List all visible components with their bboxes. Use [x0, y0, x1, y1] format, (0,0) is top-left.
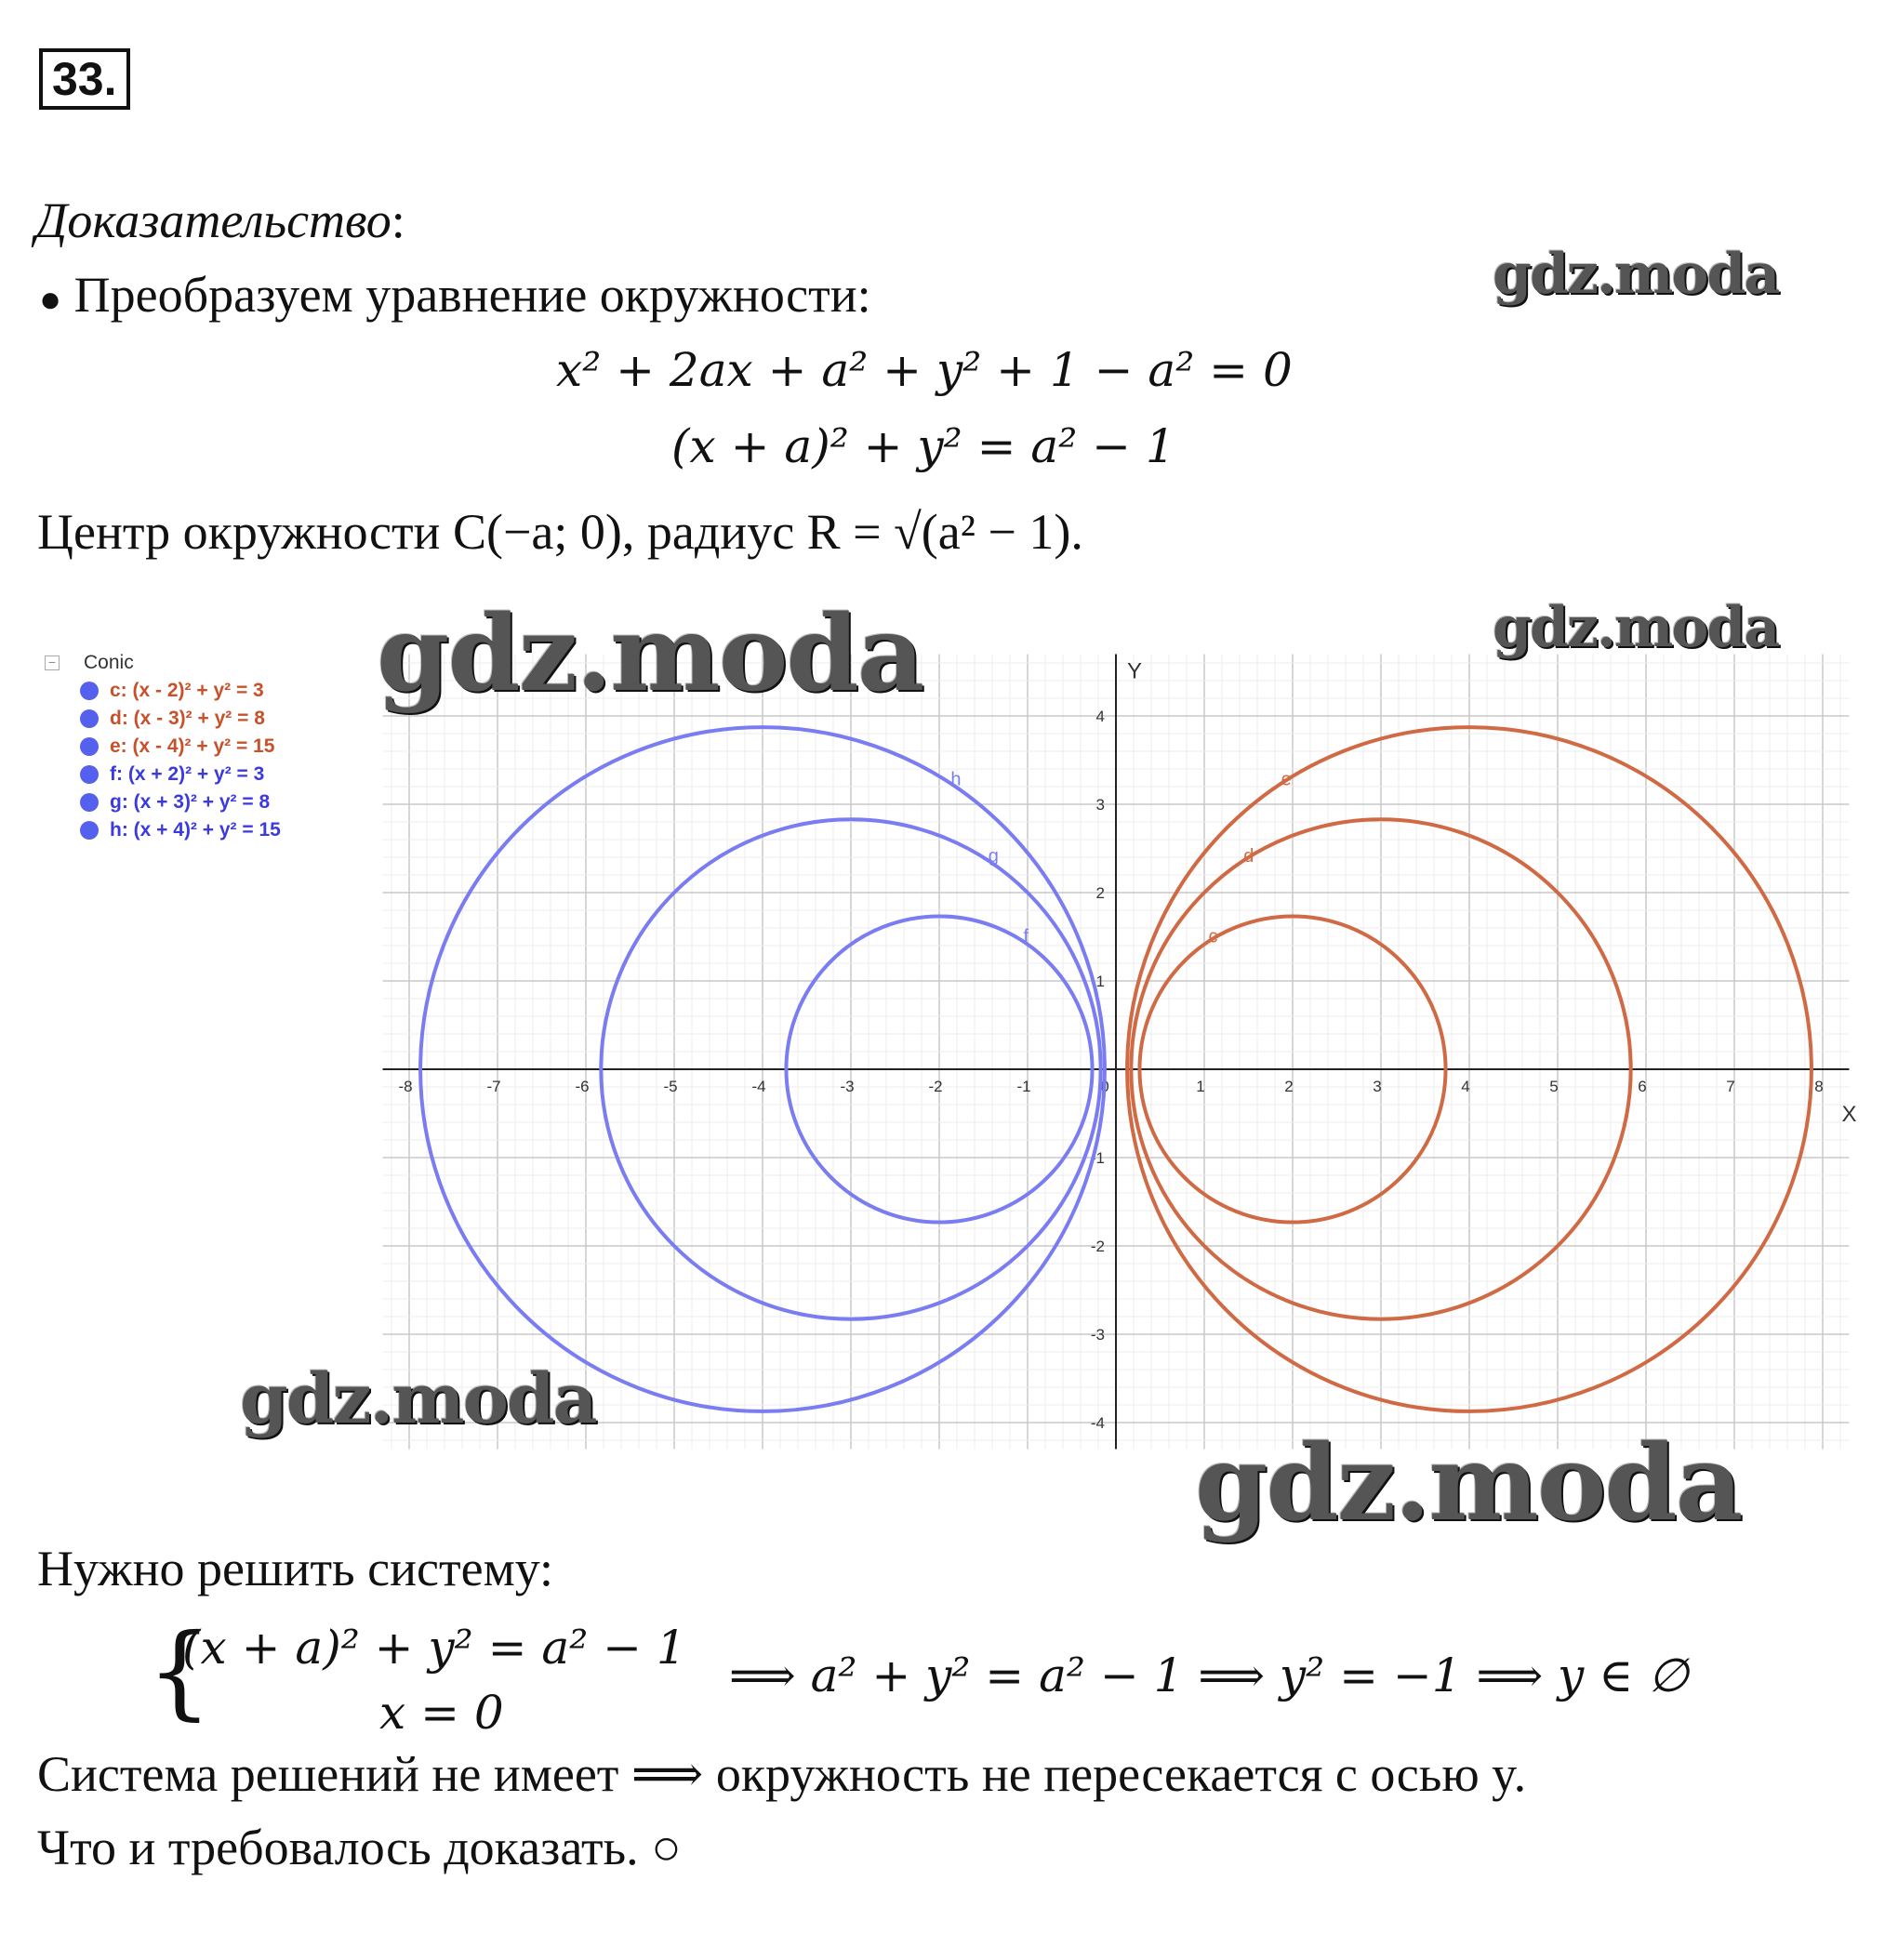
conic-legend [45, 649, 281, 844]
x-tick-label: 3 [1373, 1078, 1382, 1095]
legend-item-d[interactable] [80, 705, 281, 733]
legend-label: f: (x + 2)² + y² = 3 [110, 763, 265, 785]
legend-item-f[interactable] [80, 761, 281, 788]
step1-line [39, 265, 871, 329]
x-tick-label: -2 [928, 1078, 943, 1095]
y-tick-label: -3 [1090, 1326, 1105, 1344]
system-intro: Нужно решить систему: [37, 1541, 554, 1596]
conic-label-c: c [1208, 926, 1218, 947]
legend-item-h[interactable] [80, 816, 281, 844]
problem-number: 33. [39, 48, 130, 110]
watermark: gdz.moda [240, 1359, 596, 1439]
watermark: gdz.moda [1493, 242, 1779, 307]
y-axis-label: Y [1127, 658, 1143, 684]
conic-label-e: e [1281, 769, 1292, 790]
conclusion-text: Система решений не имеет ⟹ окружность не пересекается с осью y. [37, 1746, 1527, 1802]
visibility-dot-icon[interactable] [80, 765, 99, 784]
x-tick-label: -8 [398, 1078, 413, 1095]
equation-1: x² + 2ax + a² + y² + 1 − a² = 0 [556, 343, 1293, 397]
conic-label-d: d [1243, 845, 1254, 867]
legend-label: h: (x + 4)² + y² = 15 [110, 819, 281, 841]
x-tick-label: 4 [1461, 1078, 1470, 1095]
x-tick-label: -5 [663, 1078, 678, 1095]
proof-heading-colon: : [391, 192, 405, 248]
legend-label: c: (x - 2)² + y² = 3 [110, 680, 264, 701]
center-radius-text: Центр окружности C(−a; 0), радиус R = √(a² − 1). [37, 504, 1083, 560]
system-brace: { [147, 1611, 212, 1730]
legend-label: e: (x - 4)² + y² = 15 [110, 735, 275, 757]
y-tick-label: 4 [1095, 708, 1105, 725]
conic-label-h: h [950, 769, 962, 790]
x-tick-label: 8 [1814, 1078, 1824, 1095]
y-tick-label: -4 [1090, 1414, 1105, 1432]
conic-graph [391, 642, 1857, 1460]
legend-item-c[interactable] [80, 677, 281, 705]
legend-item-e[interactable] [80, 733, 281, 761]
x-tick-label: -7 [486, 1078, 501, 1095]
visibility-dot-icon[interactable] [80, 682, 99, 700]
legend-title: Conic [84, 652, 134, 673]
conic-label-g: g [988, 845, 999, 867]
system-eq-1: (x + a)² + y² = a² − 1 [182, 1621, 686, 1675]
visibility-dot-icon[interactable] [80, 709, 99, 728]
qed-text: Что и требовалось доказать. ○ [37, 1820, 682, 1875]
y-tick-label: 2 [1095, 884, 1105, 902]
watermark: gdz.moda [1493, 595, 1779, 660]
proof-heading [35, 191, 405, 250]
y-tick-label: -2 [1090, 1238, 1105, 1255]
legend-label: g: (x + 3)² + y² = 8 [110, 791, 271, 813]
bullet: ● [39, 278, 62, 320]
visibility-dot-icon[interactable] [80, 793, 99, 812]
x-axis-label: X [1841, 1102, 1857, 1127]
x-tick-label: -6 [575, 1078, 590, 1095]
proof-heading-text: Доказательство [35, 192, 392, 248]
y-tick-label: -1 [1090, 1149, 1105, 1167]
collapse-icon[interactable]: − [45, 656, 60, 670]
x-tick-label: 1 [1196, 1078, 1205, 1095]
x-tick-label: 2 [1284, 1078, 1294, 1095]
y-tick-label: 1 [1095, 973, 1105, 990]
x-tick-label: 5 [1549, 1078, 1559, 1095]
y-tick-label: 3 [1095, 796, 1105, 814]
watermark: gdz.moda [377, 593, 923, 715]
step1-text: Преобразуем уравнение окружности: [73, 267, 871, 323]
x-tick-label: -3 [840, 1078, 855, 1095]
x-tick-label: 7 [1726, 1078, 1735, 1095]
legend-item-g[interactable] [80, 788, 281, 816]
legend-header [45, 649, 281, 677]
system-result: ⟹ a² + y² = a² − 1 ⟹ y² = −1 ⟹ y ∈ ∅ [729, 1649, 1689, 1702]
legend-label: d: (x - 3)² + y² = 8 [110, 708, 265, 729]
visibility-dot-icon[interactable] [80, 737, 99, 756]
x-tick-label: -4 [751, 1078, 766, 1095]
visibility-dot-icon[interactable] [80, 821, 99, 840]
conic-label-f: f [1023, 926, 1029, 947]
watermark: gdz.moda [1195, 1423, 1742, 1544]
system-eq-2: x = 0 [379, 1686, 504, 1740]
x-tick-label: 6 [1638, 1078, 1647, 1095]
x-tick-label: 0 [1100, 1078, 1109, 1095]
equation-2: (x + a)² + y² = a² − 1 [671, 419, 1175, 473]
x-tick-label: -1 [1016, 1078, 1031, 1095]
